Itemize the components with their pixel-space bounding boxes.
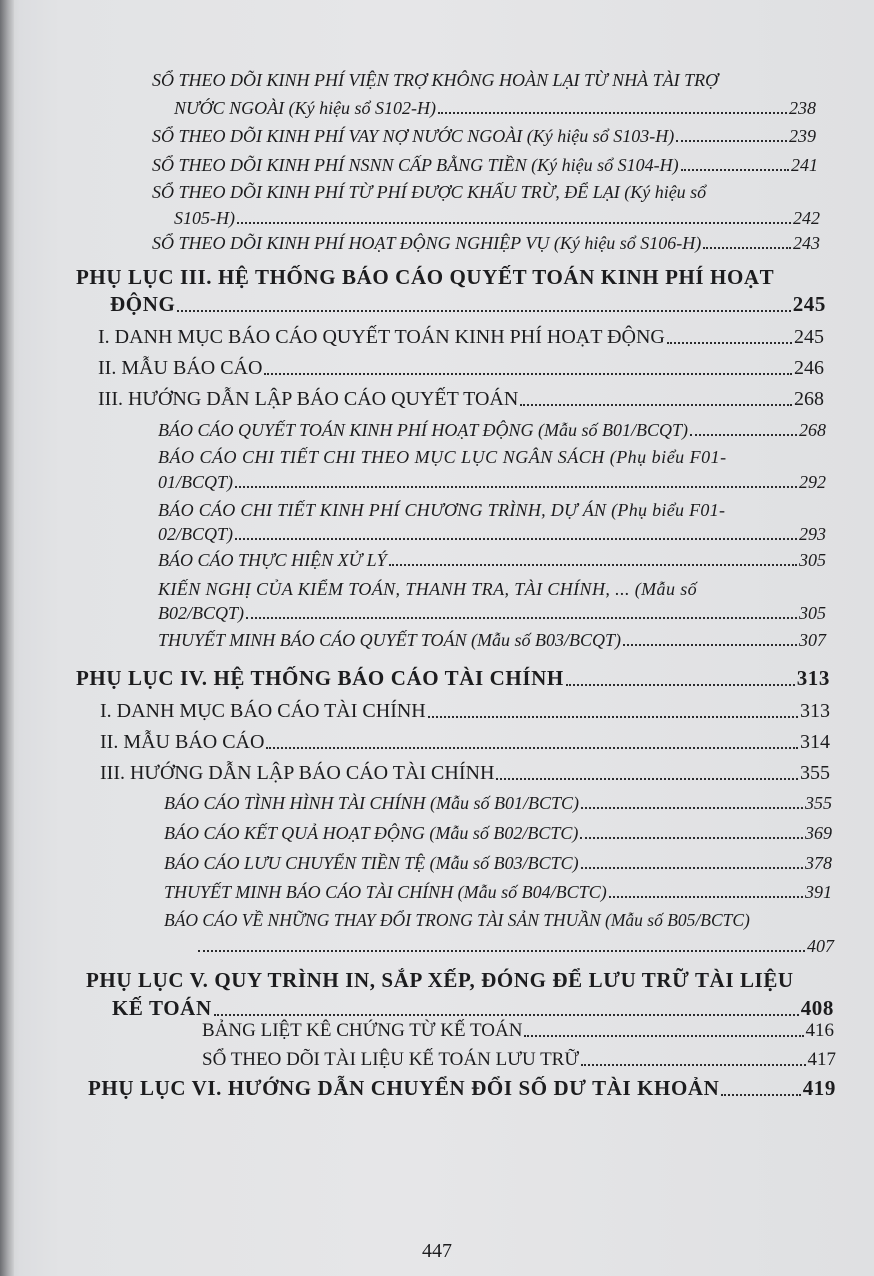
toc-page-number: 239 — [789, 126, 816, 146]
dot-leader — [237, 222, 791, 224]
toc-entry-bang-liet-ke — [202, 1020, 834, 1042]
dot-leader — [581, 807, 803, 809]
toc-heading-pl5-line1: PHỤ LỤC V. QUY TRÌNH IN, SẮP XẾP, ĐÓNG ĐỂ LƯU TRỮ TÀI LIỆU — [86, 968, 794, 992]
toc-entry-title: S105-H) — [174, 208, 235, 228]
toc-entry-s102 — [174, 98, 816, 119]
toc-page-number: 313 — [796, 666, 830, 690]
toc-entry-pl3-i — [98, 326, 824, 349]
toc-entry-b01-bcqt — [158, 420, 826, 441]
toc-entry-b03-bcqt — [158, 630, 826, 651]
dot-leader — [235, 486, 797, 488]
toc-entry-b05-bctc-line1: BÁO CÁO VỀ NHỮNG THAY ĐỔI TRONG TÀI SẢN THUẦN (Mẫu số B05/BCTC) — [164, 910, 750, 930]
toc-page-number: 268 — [794, 388, 824, 410]
toc-entry-s105 — [174, 208, 820, 229]
toc-page-number: 238 — [789, 98, 816, 118]
dot-leader — [609, 896, 803, 898]
toc-entry-title: I. DANH MỤC BÁO CÁO TÀI CHÍNH — [100, 700, 426, 722]
toc-entry-xu-ly — [158, 550, 826, 571]
dot-leader — [264, 373, 792, 375]
toc-entry-kien-nghi-line1: KIẾN NGHỊ CỦA KIỂM TOÁN, THANH TRA, TÀI CHÍNH, ... (Mẫu số — [158, 579, 698, 599]
toc-heading-pl5 — [112, 996, 834, 1021]
toc-page-number: 245 — [792, 292, 826, 316]
dot-leader — [681, 169, 789, 171]
toc-entry-b03-bctc — [164, 853, 832, 874]
toc-entry-title: THUYẾT MINH BÁO CÁO TÀI CHÍNH (Mẫu số B04/BCTC) — [164, 882, 607, 902]
toc-entry-b05-bctc — [196, 936, 834, 957]
dot-leader — [581, 867, 803, 869]
toc-entry-b02-bctc — [164, 823, 832, 844]
toc-entry-title: BÁO CÁO TÌNH HÌNH TÀI CHÍNH (Mẫu số B01/BCTC) — [164, 793, 580, 813]
dot-leader — [566, 684, 795, 686]
toc-page-number: 268 — [799, 420, 826, 440]
toc-page-number: 419 — [802, 1076, 836, 1100]
toc-entry-title: ĐỘNG — [110, 292, 176, 316]
toc-entry-pl4-i — [100, 700, 830, 723]
toc-page-number: 305 — [799, 603, 826, 623]
toc-page-number: 417 — [807, 1049, 836, 1070]
dot-leader — [198, 950, 805, 952]
toc-entry-title: BẢNG LIỆT KÊ CHỨNG TỪ KẾ TOÁN — [202, 1020, 523, 1041]
dot-leader — [690, 434, 797, 436]
toc-entry-pl3-ii — [98, 357, 824, 380]
toc-entry-title: III. HƯỚNG DẪN LẬP BÁO CÁO TÀI CHÍNH — [100, 762, 495, 784]
toc-page-number: 243 — [793, 233, 820, 253]
toc-page-number: 408 — [800, 996, 834, 1020]
toc-entry-kien-nghi — [158, 603, 826, 624]
toc-entry-pl4-ii — [100, 731, 830, 754]
toc-page-number: 314 — [800, 731, 830, 753]
toc-entry-title: THUYẾT MINH BÁO CÁO QUYẾT TOÁN (Mẫu số B03/BCQT) — [158, 630, 622, 650]
toc-entry-title: B02/BCQT) — [158, 603, 245, 623]
toc-entry-title: BÁO CÁO LƯU CHUYỂN TIỀN TỆ (Mẫu số B03/BCTC) — [164, 853, 579, 873]
page-number: 447 — [422, 1240, 452, 1262]
toc-heading-pl3-line1: PHỤ LỤC III. HỆ THỐNG BÁO CÁO QUYẾT TOÁN KINH PHÍ HOẠT — [76, 265, 775, 289]
toc-heading-pl6 — [88, 1076, 836, 1101]
toc-heading-pl3 — [110, 292, 826, 317]
toc-entry-title: SỔ THEO DÕI KINH PHÍ HOẠT ĐỘNG NGHIỆP VỤ (Ký hiệu sổ S106-H) — [152, 233, 702, 253]
toc-page-number: 391 — [805, 882, 832, 902]
toc-entry-title: PHỤ LỤC VI. HƯỚNG DẪN CHUYỂN ĐỔI SỐ DƯ TÀI KHOẢN — [88, 1076, 720, 1100]
toc-entry-title: I. DANH MỤC BÁO CÁO QUYẾT TOÁN KINH PHÍ HOẠT ĐỘNG — [98, 326, 665, 348]
toc-page-number: 416 — [805, 1020, 834, 1041]
toc-entry-title: II. MẪU BÁO CÁO — [98, 357, 263, 379]
dot-leader — [266, 747, 798, 749]
toc-page-number: 369 — [805, 823, 832, 843]
toc-heading-pl4 — [76, 666, 830, 691]
toc-page-number: 305 — [799, 550, 826, 570]
toc-entry-f0102-line1: BÁO CÁO CHI TIẾT KINH PHÍ CHƯƠNG TRÌNH, DỰ ÁN (Phụ biểu F01- — [158, 500, 726, 520]
dot-leader — [676, 140, 787, 142]
dot-leader — [246, 617, 797, 619]
toc-entry-title: III. HƯỚNG DẪN LẬP BÁO CÁO QUYẾT TOÁN — [98, 388, 519, 410]
toc-page-number: 307 — [799, 630, 826, 650]
dot-leader — [389, 564, 797, 566]
toc-entry-title: SỔ THEO DÕI KINH PHÍ NSNN CẤP BẰNG TIỀN (Ký hiệu sổ S104-H) — [152, 155, 679, 175]
toc-entry-f0101 — [158, 472, 826, 493]
toc-page-number: 293 — [799, 524, 826, 544]
toc-entry-s104 — [152, 155, 818, 176]
dot-leader — [581, 1064, 805, 1066]
dot-leader — [623, 644, 797, 646]
toc-entry-pl3-iii — [98, 388, 824, 411]
toc-page-number: 378 — [805, 853, 832, 873]
toc-entry-title: BÁO CÁO THỰC HIỆN XỬ LÝ — [158, 550, 387, 570]
toc-page-number: 355 — [805, 793, 832, 813]
toc-page-number: 407 — [807, 936, 834, 956]
toc-entry-b01-bctc — [164, 793, 832, 814]
dot-leader — [520, 404, 792, 406]
toc-entry-s102-line1: SỔ THEO DÕI KINH PHÍ VIỆN TRỢ KHÔNG HOÀN LẠI TỪ NHÀ TÀI TRỢ — [152, 70, 719, 90]
toc-entry-title: BÁO CÁO QUYẾT TOÁN KINH PHÍ HOẠT ĐỘNG (Mẫu số B01/BCQT) — [158, 420, 689, 440]
dot-leader — [428, 716, 798, 718]
toc-entry-s103 — [152, 126, 816, 147]
dot-leader — [524, 1035, 803, 1037]
dot-leader — [438, 112, 787, 114]
toc-entry-title: 02/BCQT) — [158, 524, 234, 544]
toc-entry-title: SỔ THEO DÕI TÀI LIỆU KẾ TOÁN LƯU TRỮ — [202, 1049, 580, 1070]
toc-page-number: 292 — [799, 472, 826, 492]
toc-page-number: 246 — [794, 357, 824, 379]
toc-entry-f0102 — [158, 524, 826, 545]
dot-leader — [235, 538, 797, 540]
dot-leader — [214, 1014, 799, 1016]
toc-entry-f0101-line1: BÁO CÁO CHI TIẾT CHI THEO MỤC LỤC NGÂN SÁCH (Phụ biểu F01- — [158, 447, 727, 467]
dot-leader — [721, 1094, 800, 1096]
toc-entry-b04-bctc — [164, 882, 832, 903]
toc-entry-title: BÁO CÁO KẾT QUẢ HOẠT ĐỘNG (Mẫu số B02/BCTC) — [164, 823, 579, 843]
toc-entry-title: PHỤ LỤC IV. HỆ THỐNG BÁO CÁO TÀI CHÍNH — [76, 666, 564, 690]
toc-entry-pl4-iii — [100, 762, 830, 785]
toc-page-number: 241 — [791, 155, 818, 175]
toc-page-number: 245 — [794, 326, 824, 348]
dot-leader — [667, 342, 792, 344]
toc-page-number: 355 — [800, 762, 830, 784]
dot-leader — [177, 310, 790, 312]
toc-entry-title: KẾ TOÁN — [112, 996, 212, 1020]
dot-leader — [496, 778, 798, 780]
dot-leader — [580, 837, 803, 839]
toc-page-number: 313 — [800, 700, 830, 722]
dot-leader — [703, 247, 791, 249]
toc-entry-title: NƯỚC NGOÀI (Ký hiệu sổ S102-H) — [174, 98, 437, 118]
toc-entry-title: SỔ THEO DÕI KINH PHÍ VAY NỢ NƯỚC NGOÀI (Ký hiệu sổ S103-H) — [152, 126, 675, 146]
toc-entry-title: II. MẪU BÁO CÁO — [100, 731, 265, 753]
toc-entry-s105-line1: SỔ THEO DÕI KINH PHÍ TỪ PHÍ ĐƯỢC KHẤU TRỪ, ĐỂ LẠI (Ký hiệu sổ — [152, 182, 707, 202]
toc-page-number: 242 — [793, 208, 820, 228]
toc-entry-so-tai-lieu — [202, 1049, 836, 1071]
toc-entry-s106 — [152, 233, 820, 254]
toc-entry-title: 01/BCQT) — [158, 472, 234, 492]
